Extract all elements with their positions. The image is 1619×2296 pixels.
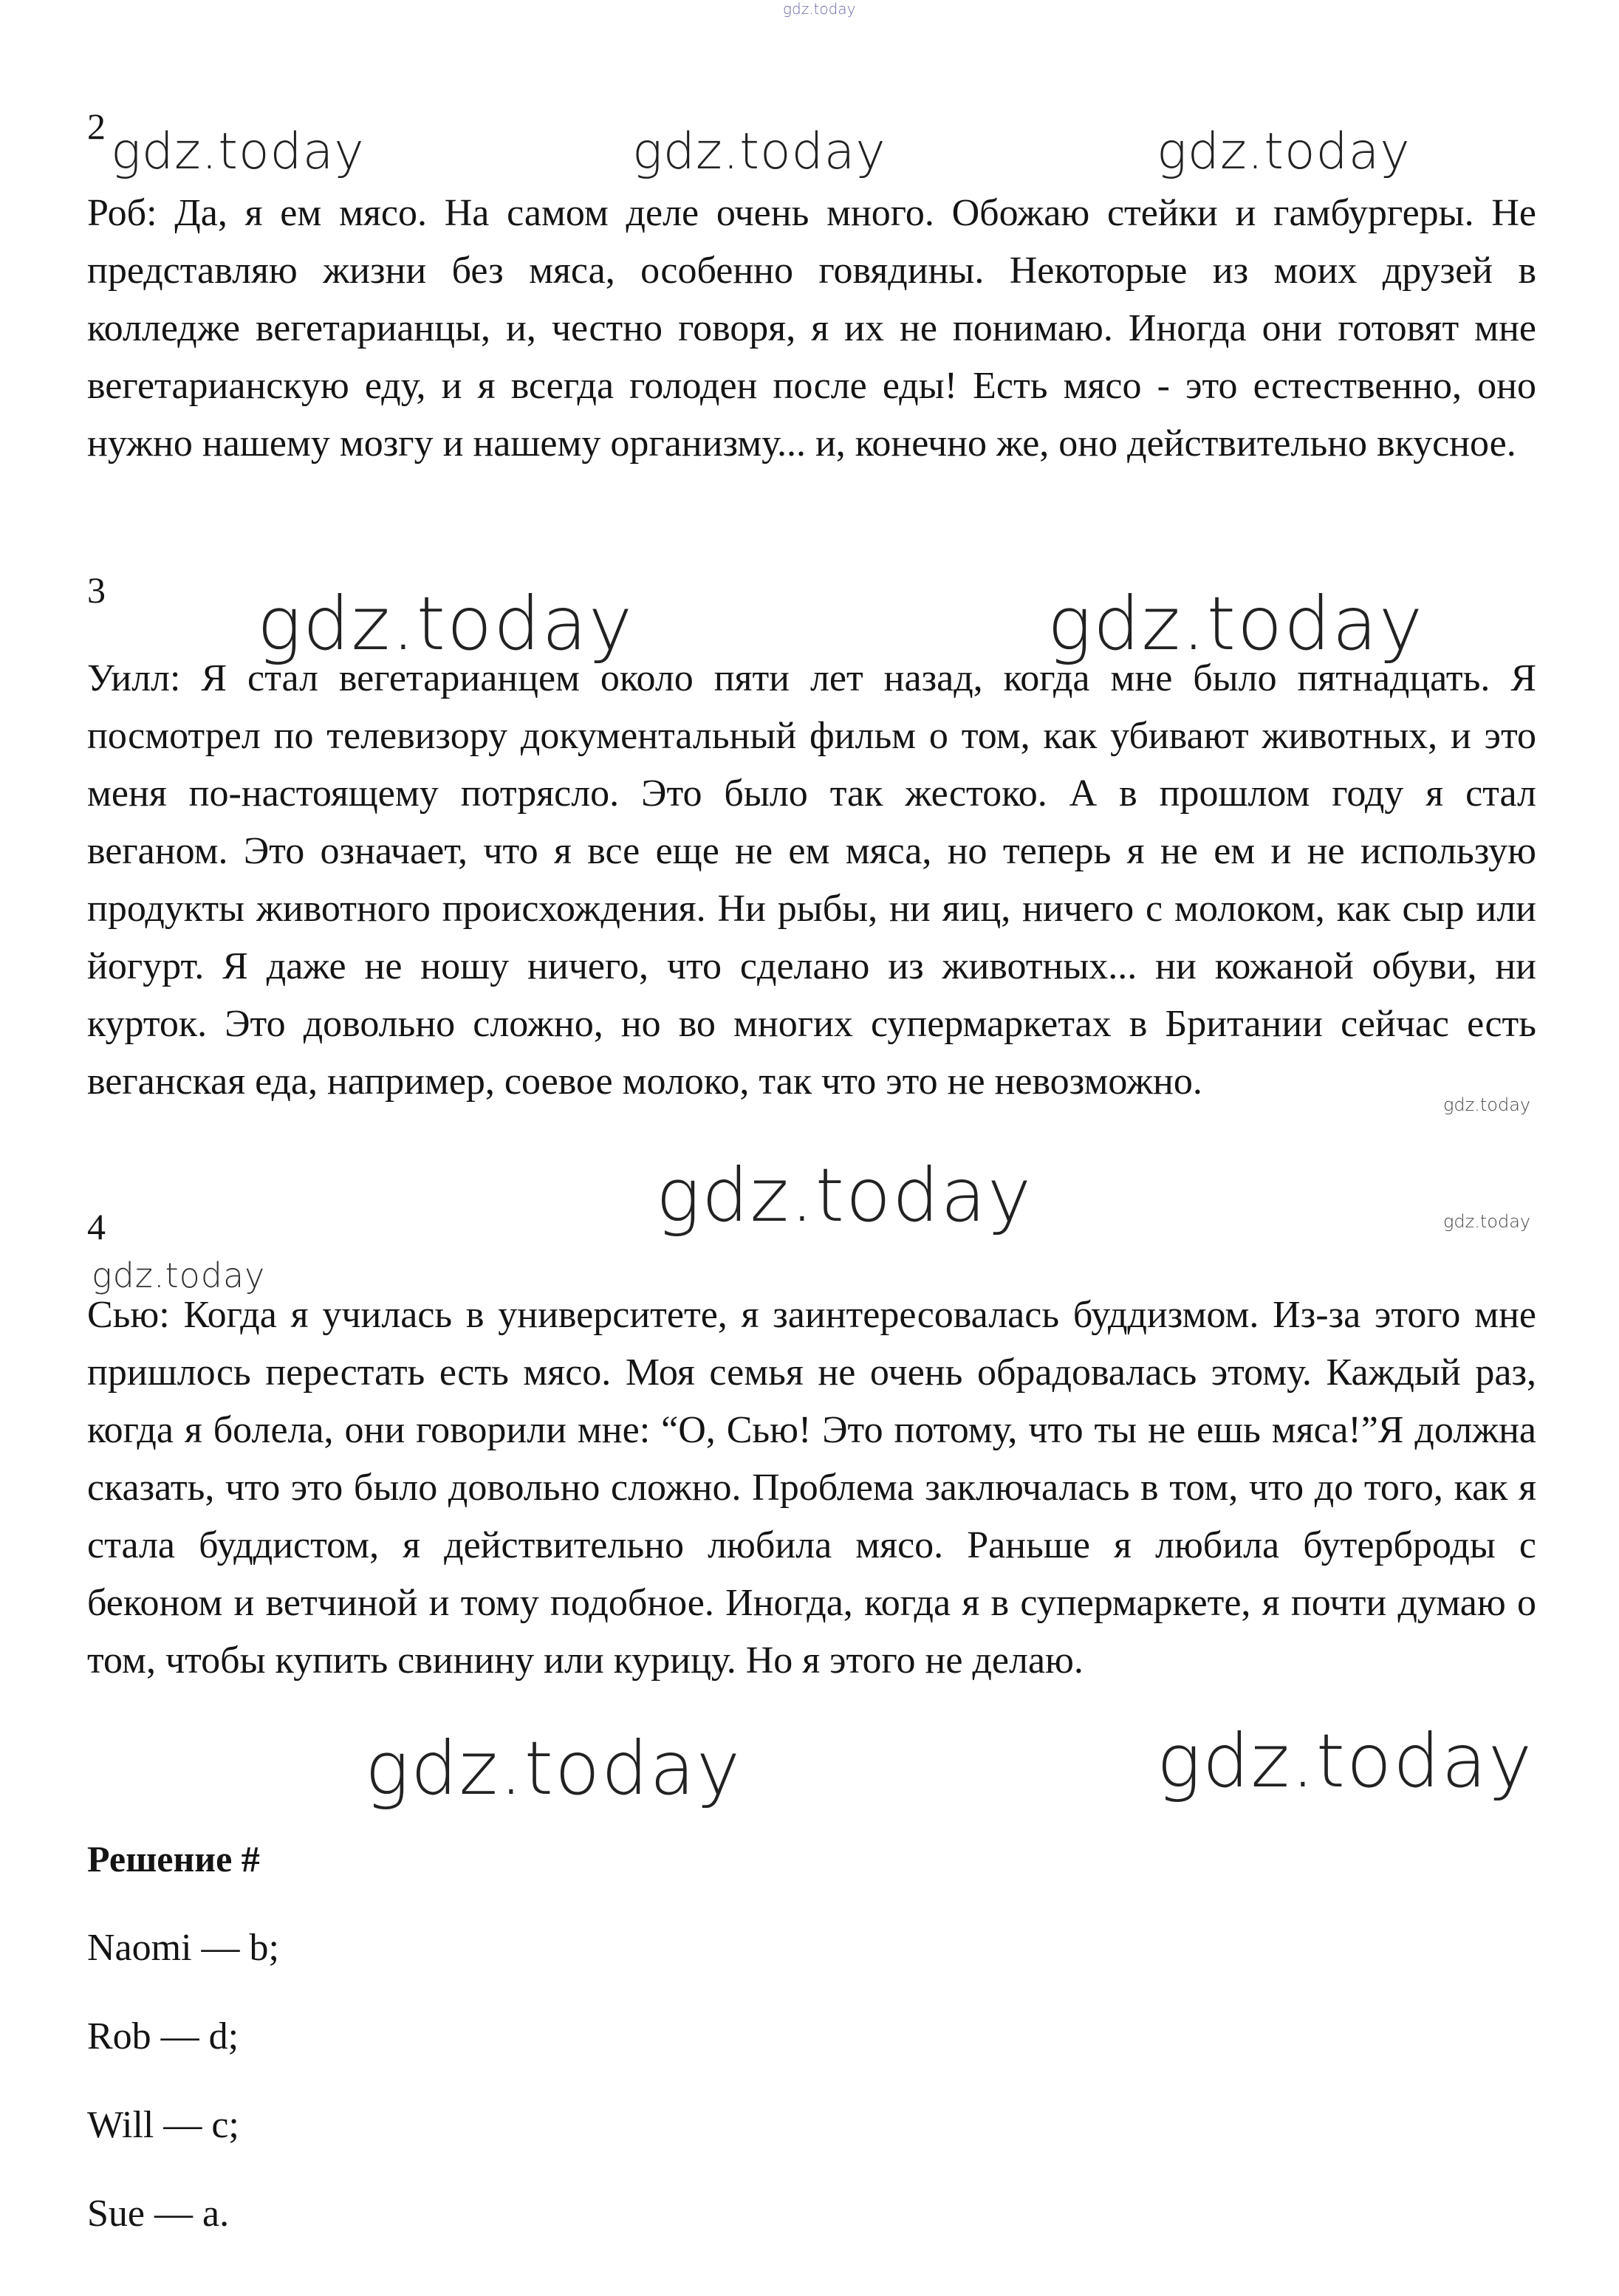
answer-will: Will — c; [87, 2104, 239, 2146]
watermark: gdz.today [257, 580, 634, 667]
answer-naomi: Naomi — b; [87, 1927, 279, 1969]
section-number-2: 2 [87, 106, 106, 147]
watermark: gdz.today [1157, 123, 1411, 181]
watermark: gdz.today [1443, 1211, 1531, 1232]
solution-heading: Решение # [87, 1838, 260, 1879]
watermark-top: gdz.today [783, 0, 856, 18]
watermark: gdz.today [365, 1725, 742, 1812]
section-number-4: 4 [87, 1206, 106, 1247]
paragraph-will: Уилл: Я стал вегетарианцем около пяти лет назад, когда мне было пятнадцать. Я посмотрел по телевизору документальный фильм о том, как убивают животных, и это меня по-настоящему потрясло. Это было так жестоко. А в прошлом году я стал веганом. Это означает, что я все еще не ем мяса, но теперь я не ем и не использую продукты животного происхождения. Ни рыбы, ни яиц, ничего с молоком, как сыр или йогурт. Я даже не ношу ничего, что сделано из животных... ни кожаной обуви, ни курток. Это довольно сложно, но во многих супермаркетах в Британии сейчас есть веганская еда, например, соевое молоко, так что это не невозможно. [87, 657, 1536, 1103]
watermark: gdz.today [111, 123, 365, 181]
watermark: gdz.today [632, 123, 886, 181]
watermark: gdz.today [1443, 1094, 1531, 1115]
answer-sue: Sue — a. [87, 2193, 230, 2235]
watermark: gdz.today [1157, 1718, 1534, 1804]
answer-rob: Rob — d; [87, 2015, 239, 2057]
watermark: gdz.today [656, 1152, 1033, 1238]
paragraph-rob: Роб: Да, я ем мясо. На самом деле очень много. Обожаю стейки и гамбургеры. Не представляю жизни без мяса, особенно говядины. Некоторые из моих друзей в колледже вегетарианцы, и, честно говоря, я их не понимаю. Иногда они готовят мне вегетарианскую еду, и я всегда голоден после еды! Есть мясо - это естественно, оно нужно нашему мозгу и нашему организму... и, конечно же, оно действительно вкусное. [87, 192, 1536, 465]
watermark: gdz.today [1047, 580, 1425, 667]
watermark: gdz.today [92, 1255, 266, 1295]
paragraph-sue: Сью: Когда я училась в университете, я заинтересовалась буддизмом. Из-за этого мне пришлось перестать есть мясо. Моя семья не очень обрадовалась этому. Каждый раз, когда я болела, они говорили мне: “О, Сью! Это потому, что ты не ешь мяса!”Я должна сказать, что это было довольно сложно. Проблема заключалась в том, что до того, как я стала буддистом, я действительно любила мясо. Раньше я любила бутерброды с беконом и ветчиной и тому подобное. Иногда, когда я в супермаркете, я почти думаю о том, чтобы купить свинину или курицу. Но я этого не делаю. [87, 1294, 1536, 1682]
section-number-3: 3 [87, 569, 106, 611]
